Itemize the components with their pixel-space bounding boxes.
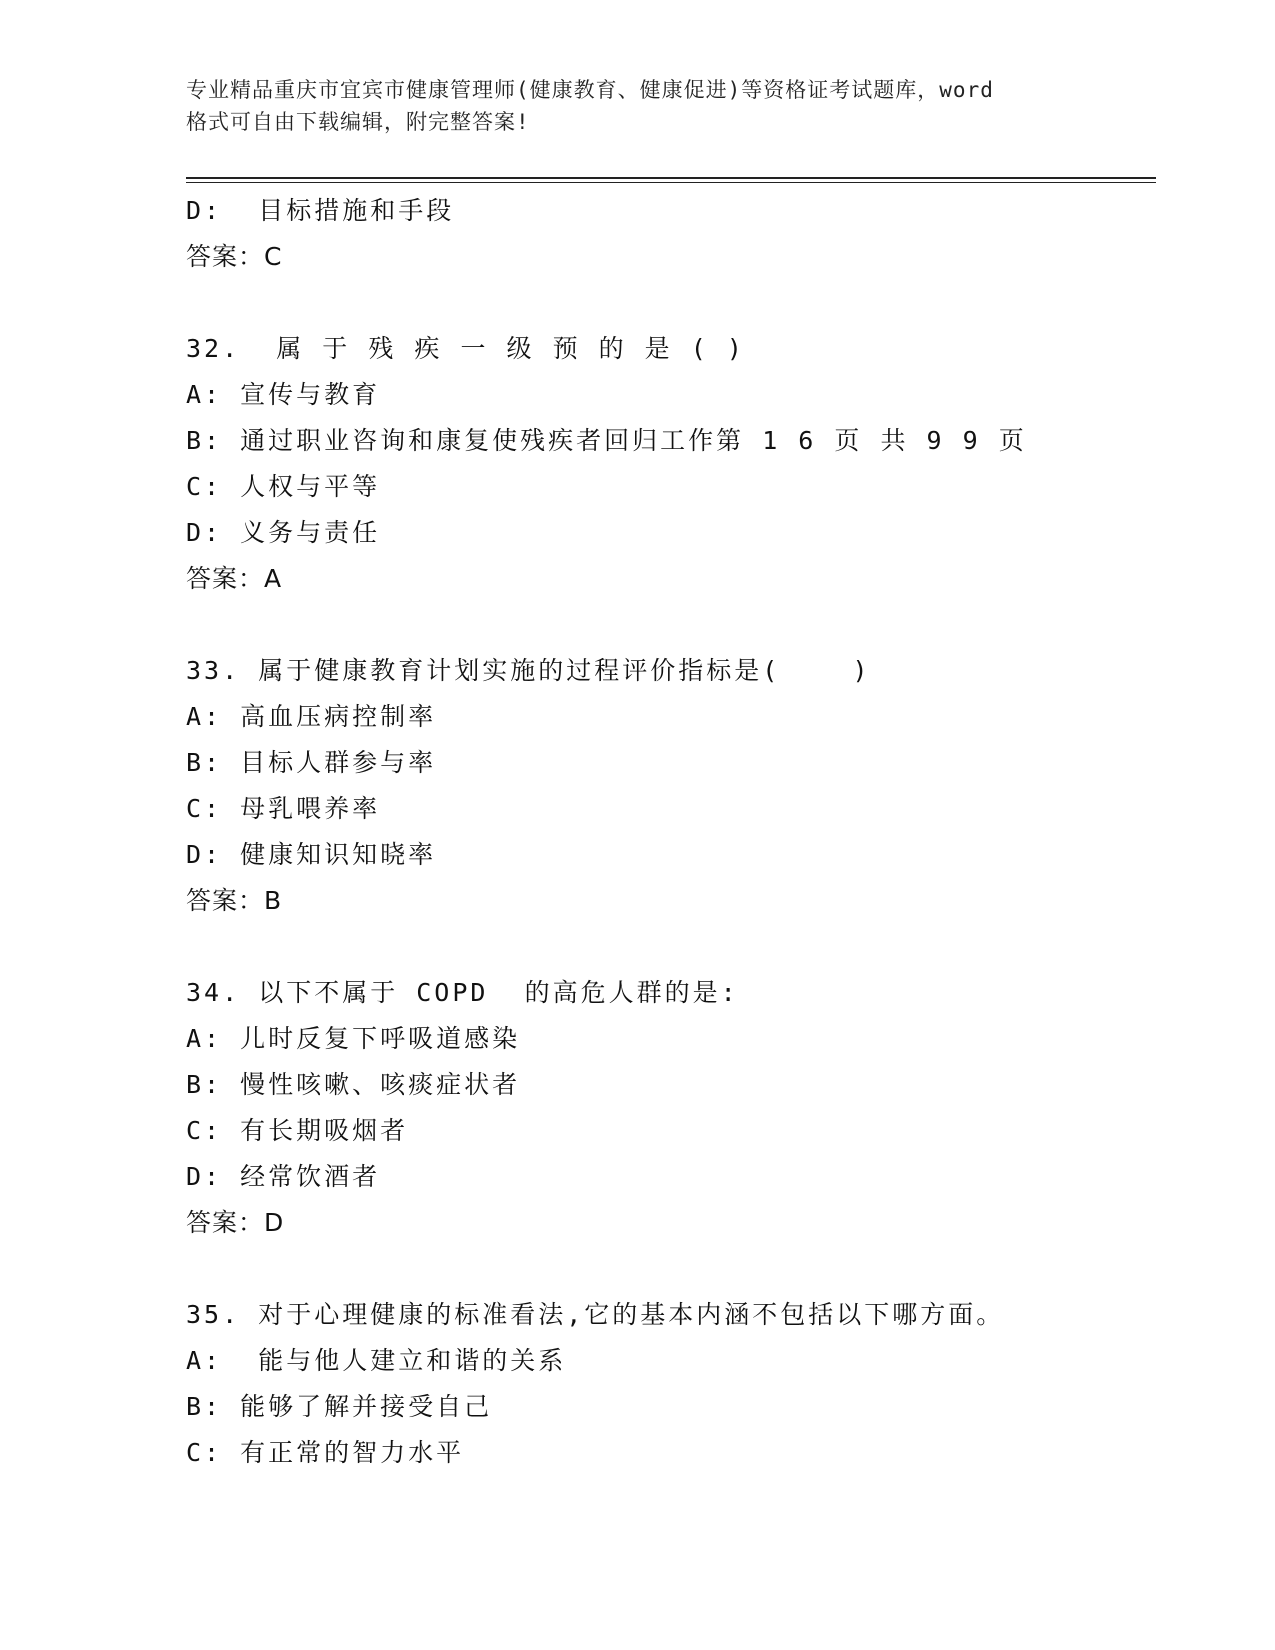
- answer-line: 答案：C: [186, 242, 283, 271]
- page-header: [186, 74, 1086, 138]
- spacer: [186, 602, 1156, 648]
- option-c: C: 人权与平等: [186, 472, 381, 501]
- header-line-1: 专业精品重庆市宜宾市健康管理师(健康教育、健康促进)等资格证考试题库，word: [186, 78, 994, 102]
- spacer: [186, 1246, 1156, 1292]
- option-a: A: 高血压病控制率: [186, 702, 437, 731]
- question-text: 35. 对于心理健康的标准看法,它的基本内涵不包括以下哪方面。: [186, 1300, 1005, 1329]
- option-b: B: 能够了解并接受自己: [186, 1392, 493, 1421]
- answer-line: 答案：D: [186, 1208, 285, 1237]
- option-d: D: 经常饮酒者: [186, 1162, 381, 1191]
- option-c: C: 有正常的智力水平: [186, 1438, 465, 1467]
- option-b: B: 目标人群参与率: [186, 748, 437, 777]
- question-32: [186, 326, 1156, 602]
- question-33: [186, 648, 1156, 924]
- question-34: [186, 970, 1156, 1246]
- option-a: A: 儿时反复下呼吸道感染: [186, 1024, 521, 1053]
- option-b: B: 慢性咳嗽、咳痰症状者: [186, 1070, 521, 1099]
- option-b: B: 通过职业咨询和康复使残疾者回归工作第 1 6 页 共 9 9 页: [186, 426, 1027, 455]
- option-a: A: 宣传与教育: [186, 380, 381, 409]
- header-divider-thick: [186, 177, 1156, 179]
- option-d: D: 健康知识知晓率: [186, 840, 437, 869]
- spacer: [186, 280, 1156, 326]
- question-35: [186, 1292, 1156, 1476]
- question-text: 34. 以下不属于 COPD 的高危人群的是:: [186, 978, 739, 1007]
- option-a: A: 能与他人建立和谐的关系: [186, 1346, 567, 1375]
- question-text: 33. 属于健康教育计划实施的过程评价指标是( ): [186, 656, 871, 685]
- option-d: D: 目标措施和手段: [186, 196, 455, 225]
- question-31-tail: [186, 188, 1156, 280]
- question-list: [186, 188, 1156, 1476]
- document-page: [186, 0, 1156, 1650]
- question-text: 32. 属 于 残 疾 一 级 预 的 是 ( ): [186, 334, 745, 363]
- answer-line: 答案：B: [186, 886, 283, 915]
- header-line-2: 格式可自由下载编辑，附完整答案!: [186, 110, 530, 134]
- answer-line: 答案：A: [186, 564, 283, 593]
- option-c: C: 母乳喂养率: [186, 794, 381, 823]
- header-divider-thin: [186, 182, 1156, 183]
- spacer: [186, 924, 1156, 970]
- option-d: D: 义务与责任: [186, 518, 381, 547]
- option-c: C: 有长期吸烟者: [186, 1116, 409, 1145]
